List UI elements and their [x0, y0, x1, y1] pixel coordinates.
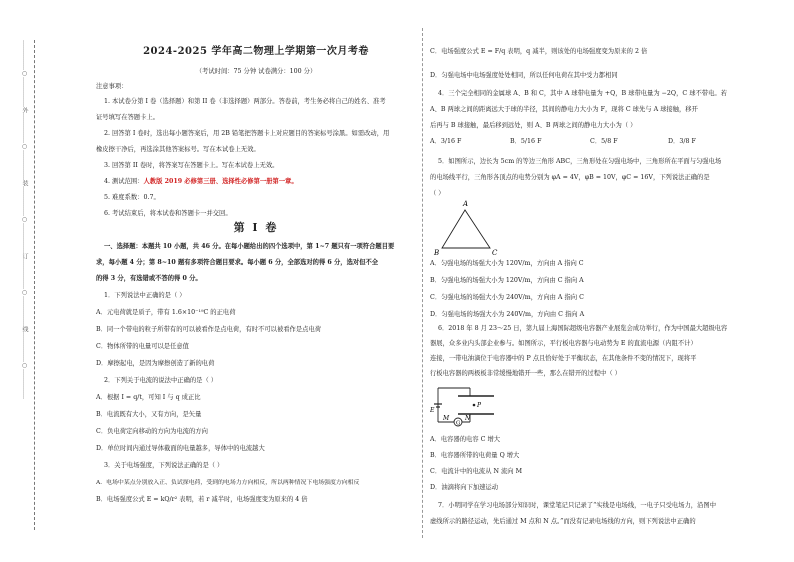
- note-line: 5. 难度系数：0.7。: [104, 194, 160, 201]
- question-line: 5．如图所示，边长为 5cm 的等边三角形 ABC，三角形处在匀强电场中，三角形所在平面与匀强电场: [438, 158, 722, 165]
- left-column: [96, 0, 416, 562]
- binding-dashed-line: [34, 40, 35, 530]
- question-line: 的电场线平行，三角形各顶点的电势分别为 φA = 4V，φB = 10V，φC = 16V，下列说法正确的是: [430, 174, 710, 181]
- option-line: C．电场强度公式 E = F/q 表明，q 减半，则该处的电场强度变为原来的 2 倍: [430, 48, 648, 55]
- question-line: 4．三个完全相同的金属球 A、B 和 C，其中 A 球带电量为 +Q，B 球带电量为 −2Q，C 球不带电。若: [438, 90, 727, 97]
- question-line: 3．关于电场强度，下列说法正确的是（ ）: [104, 462, 224, 469]
- note-scope-label: 4. 测试范围：: [104, 178, 144, 185]
- oil-drop-point: [473, 404, 476, 407]
- note-line: 橡皮擦干净后，再选涂其他答案标号。写在本试卷上无效。: [96, 146, 260, 153]
- note-line: 6. 考试结束后，将本试卷和答题卡一并交回。: [104, 210, 232, 217]
- vertex-a-label: A: [463, 200, 469, 208]
- node-m-label: M: [443, 415, 450, 422]
- section-intro-line: 一、选择题：本题共 10 小题，共 46 分。在每小题给出的四个选项中，第 1~7 题只有一项符合题目要: [104, 243, 395, 250]
- section-intro-line: 的得 3 分，有选错或不答的得 0 分。: [96, 275, 202, 282]
- option-line: C．电流计中的电流从 N 流向 M: [430, 468, 523, 475]
- triangle-abc: [442, 210, 490, 248]
- binding-margin: [0, 0, 60, 562]
- emf-label: E: [430, 407, 435, 414]
- question-line: 后再与 B 球接触，最后移到远处，则 A、B 两球之间的静电力大小为（ ）: [430, 122, 637, 129]
- exam-meta: （考试时间：75 分钟 试卷满分：100 分）: [195, 68, 317, 75]
- section-intro-line: 求，每小题 4 分；第 8~10 题有多项符合题目要求。每小题 6 分，全部选对的得 6 分，选对但不全: [96, 259, 379, 266]
- option-line: D．油滴将向下加速运动: [430, 484, 499, 491]
- question-line: 行板电容器的两极板非常缓慢地错开一些，那么在错开的过程中（ ）: [430, 370, 621, 377]
- question-line: 6．2018 年 8 月 23～25 日，第九届上海国际超级电容器产业展览会成功举行，作为中国最大超级电容: [438, 325, 728, 332]
- question-line: 2．下列关于电流的说法中正确的是（ ）: [104, 377, 218, 384]
- note-scope-red: 人教版 2019 必修第三册、选择性必修第一册第一章。: [143, 178, 298, 185]
- column-divider: [422, 28, 423, 538]
- point-p-label: P: [477, 402, 482, 409]
- question-line: 虚线所示的路径运动，先后通过 M 点和 N 点。”而没有记录电场线的方向，则下列说法中正确的: [430, 518, 696, 525]
- exam-title: 2024-2025 学年高二物理上学期第一次月考卷: [143, 46, 369, 57]
- option-line: B．电容器所带的电荷量 Q 增大: [430, 452, 520, 459]
- note-line: 2. 回答第 I 卷时，选出每小题答案后，用 2B 铅笔把答题卡上对应题目的答案标号涂黑。如需改动，用: [104, 130, 390, 137]
- option-line: A．电容器的电容 C 增大: [430, 436, 501, 443]
- note-line: 1. 本试卷分第 I 卷（选择题）和第 II 卷（非选择题）两部分。答卷前，考生务必将自己的姓名、准考: [104, 98, 386, 105]
- vertex-c-label: C: [492, 249, 498, 257]
- question-line: （ ）: [430, 190, 445, 197]
- option-d: D．3/8 F: [668, 138, 696, 145]
- question-line: 1．下列说法中正确的是（ ）: [104, 292, 186, 299]
- binding-margin-text: ……………○……………外……………○……………装……………○……………订……………○……………线……………○……………: [21, 40, 28, 399]
- option-line: B．电流既有大小，又有方向，是矢量: [96, 411, 202, 418]
- galvanometer-label: G: [456, 420, 461, 427]
- option-line: D．匀强电场中电场强度处处相同，所以任何电荷在其中受力都相同: [430, 72, 618, 79]
- option-line: B．匀强电场的场强大小为 120V/m，方向由 C 指向 A: [430, 277, 584, 284]
- option-c: C．5/8 F: [590, 138, 618, 145]
- vertex-b-label: B: [434, 249, 440, 257]
- option-line: A．根据 I = q/t，可知 I 与 q 成正比: [96, 394, 201, 401]
- option-line: C．匀强电场的场强大小为 240V/m，方向由 A 指向 C: [430, 294, 584, 301]
- note-line: 3. 回答第 II 卷时，将答案写在答题卡上。写在本试卷上无效。: [104, 162, 279, 169]
- right-column: [430, 0, 745, 562]
- option-line: D．摩擦起电，是因为摩擦创造了新的电荷: [96, 360, 215, 367]
- capacitor-circuit-figure: [430, 382, 510, 430]
- question-line: 7．小明同学在学习电场部分知识时，课堂笔记只记录了“实线是电场线，一电子只受电场力，沿图中: [438, 502, 716, 509]
- option-line: A．电场中某点分别放入正、负试探电荷，受到的电场力方向相反，所以两种情况下电场强度方向相反: [96, 480, 360, 486]
- option-line: B．同一个带电的粒子所带有的可以被看作是点电荷，有时不可以被看作是点电荷: [96, 326, 322, 333]
- option-line: A．匀强电场的场强大小为 120V/m，方向由 A 指向 C: [430, 260, 584, 267]
- question-line: 连接，一带电油滴位于电容器中的 P 点且恰好处于平衡状态，在其他条件不变的情况下，现将平: [430, 355, 697, 362]
- notes-heading: 注意事项：: [96, 83, 128, 90]
- question-line: A、B 两球之间的距离远大于球的半径，其间的静电力大小为 F，现将 C 球先与 A 球接触，移开: [430, 106, 698, 113]
- note-line: 证号填写在答题卡上。: [96, 114, 159, 121]
- option-a: A．3/16 F: [430, 138, 462, 145]
- option-line: C．物体所带的电量可以是任意值: [96, 343, 189, 350]
- node-n-label: N: [465, 415, 471, 422]
- option-b: B．5/16 F: [510, 138, 542, 145]
- question-line: 器展，众多业内头部企业参与。如图所示，平行板电容器与电动势为 E 的直流电源（内阻不计）: [430, 340, 697, 347]
- option-line: A．元电荷就是质子，带有 1.6×10⁻¹⁹C 的正电荷: [96, 309, 236, 316]
- triangle-figure: [430, 198, 520, 258]
- note-line: [104, 178, 298, 186]
- section-title: 第 I 卷: [233, 221, 279, 234]
- option-line: C．负电荷定向移动的方向为电流的方向: [96, 428, 208, 435]
- option-line: D．单位时间内通过导体截面的电量越多，导体中的电流越大: [96, 445, 265, 452]
- option-line: B．电场强度公式 E = kQ/r² 表明，若 r 减半时，电场强度变为原来的 4 倍: [96, 496, 308, 503]
- option-line: D．匀强电场的场强大小为 240V/m，方向由 C 指向 A: [430, 311, 585, 318]
